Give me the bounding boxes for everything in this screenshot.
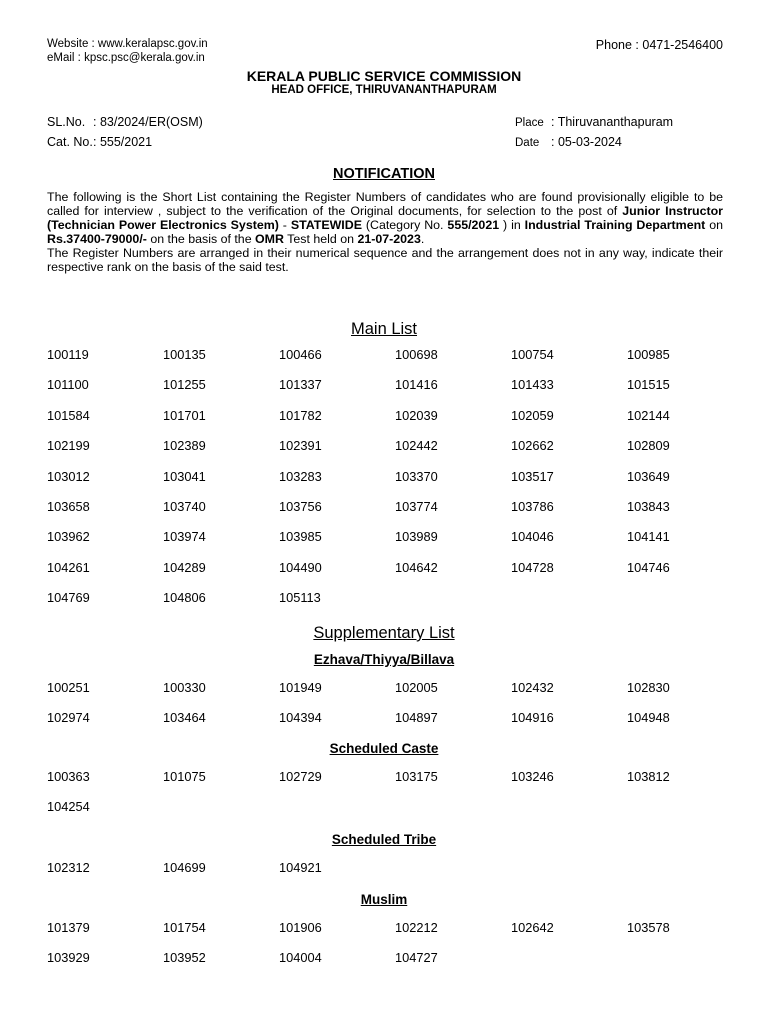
register-number: 104141 <box>627 529 670 545</box>
register-number: 102809 <box>627 438 670 454</box>
register-number: 103952 <box>163 950 206 966</box>
register-number: 104948 <box>627 710 670 726</box>
register-number: 104004 <box>279 950 322 966</box>
register-number: 102005 <box>395 680 438 695</box>
register-number: 102144 <box>627 407 670 423</box>
register-row <box>47 799 747 829</box>
register-number: 102391 <box>279 438 322 454</box>
cat-no-value: : 555/2021 <box>93 135 153 149</box>
register-number: 102389 <box>163 438 206 454</box>
register-number: 100363 <box>47 769 90 784</box>
text-segment: Test held on <box>283 232 358 246</box>
text-segment: The following is the Short List containing the Register Numbers of candidates who are found provisionally eligible to be called for interview , subject to the verification of the Original documents, for selection to the post of <box>47 190 723 218</box>
register-number: 102662 <box>511 438 554 454</box>
register-row <box>47 920 747 950</box>
supplementary-list-title: Supplementary List <box>313 624 455 642</box>
register-number: 101075 <box>163 769 206 784</box>
register-row <box>47 347 747 377</box>
register-row <box>47 590 747 620</box>
register-number: 100251 <box>47 680 90 695</box>
register-number: 104806 <box>163 590 206 606</box>
register-number: 102039 <box>395 407 438 423</box>
register-number: 102212 <box>395 920 438 935</box>
register-number: 101949 <box>279 680 322 695</box>
place <box>515 115 673 129</box>
register-number: 103175 <box>395 769 438 784</box>
muslim-grid <box>47 920 747 981</box>
register-number: 103012 <box>47 468 90 484</box>
register-number: 103517 <box>511 468 554 484</box>
text-segment: (Category No. <box>361 218 448 232</box>
register-number: 104728 <box>511 559 554 575</box>
register-number: 102432 <box>511 680 554 695</box>
register-number: 102830 <box>627 680 670 695</box>
register-number: 100985 <box>627 347 670 362</box>
scheduled-tribe-grid <box>47 860 747 890</box>
register-number: 101379 <box>47 920 90 935</box>
date <box>515 135 622 149</box>
main-list-title: Main List <box>350 320 418 338</box>
pay-scale: Rs.37400-79000/- <box>47 232 147 246</box>
register-number: 102059 <box>511 407 554 423</box>
register-row <box>47 438 747 468</box>
register-number: 101433 <box>511 377 554 393</box>
register-number: 100135 <box>163 347 206 362</box>
register-number: 101701 <box>163 407 206 423</box>
register-row <box>47 710 747 740</box>
scheduled-caste-grid <box>47 769 747 830</box>
register-number: 103812 <box>627 769 670 784</box>
register-number: 104727 <box>395 950 438 966</box>
text-segment: on <box>705 218 723 232</box>
register-number: 100698 <box>395 347 438 362</box>
text-segment: ) in <box>499 218 525 232</box>
register-number: 100330 <box>163 680 206 695</box>
notification-body <box>47 190 723 274</box>
register-number: 105113 <box>279 590 321 606</box>
register-row <box>47 529 747 559</box>
post-name: Junior Instructor (Technician Power Electronics System) <box>47 204 723 232</box>
website-text: Website : www.keralapsc.gov.in <box>47 38 208 50</box>
department-name: Industrial Training Department <box>524 218 706 232</box>
register-number: 101584 <box>47 407 90 423</box>
register-number: 101337 <box>279 377 322 393</box>
register-number: 101906 <box>279 920 322 935</box>
register-row <box>47 377 747 407</box>
date-value: : 05-03-2024 <box>551 135 622 149</box>
register-number: 101754 <box>163 920 206 935</box>
register-number: 100119 <box>47 347 89 362</box>
office-subtitle: HEAD OFFICE, THIRUVANANTHAPURAM <box>271 84 497 96</box>
scheduled-caste-title: Scheduled Caste <box>329 741 439 756</box>
text-segment: - <box>278 218 291 232</box>
notification-paragraph-1 <box>47 190 723 246</box>
register-row <box>47 680 747 710</box>
register-number: 101515 <box>627 377 670 393</box>
register-number: 103756 <box>279 498 322 514</box>
register-number: 100466 <box>279 347 322 362</box>
register-row <box>47 769 747 799</box>
register-row <box>47 860 747 890</box>
notification-paragraph-2: The Register Numbers are arranged in their numerical sequence and the arrangement does not in any way, indicate their respective rank on the basis of the said test. <box>47 246 723 274</box>
register-row <box>47 499 747 529</box>
register-number: 104261 <box>47 559 90 575</box>
register-number: 103464 <box>163 710 206 726</box>
email-text: eMail : kpsc.psc@kerala.gov.in <box>47 52 205 64</box>
register-number: 101416 <box>395 377 438 393</box>
muslim-title: Muslim <box>360 892 408 907</box>
register-number: 103283 <box>279 468 322 484</box>
sl-no-value: : 83/2024/ER(OSM) <box>93 115 203 129</box>
statewide-label: STATEWIDE <box>290 218 362 232</box>
register-number: 103740 <box>163 498 206 514</box>
register-number: 102642 <box>511 920 554 935</box>
register-number: 103649 <box>627 468 670 484</box>
register-number: 101255 <box>163 377 206 393</box>
register-number: 103370 <box>395 468 438 484</box>
date-label: Date <box>515 137 540 149</box>
phone-text: Phone : 0471-2546400 <box>595 38 723 52</box>
register-number: 102442 <box>395 438 438 454</box>
register-number: 104490 <box>279 559 322 575</box>
register-row <box>47 560 747 590</box>
register-number: 104699 <box>163 860 206 875</box>
place-label: Place <box>515 117 544 129</box>
register-number: 103929 <box>47 950 90 966</box>
omr-label: OMR <box>255 232 284 246</box>
register-number: 103989 <box>395 529 438 545</box>
text-segment: on the basis of the <box>146 232 256 246</box>
register-number: 104916 <box>511 710 554 726</box>
register-number: 101782 <box>279 407 322 423</box>
register-number: 104046 <box>511 529 554 545</box>
ezhava-title: Ezhava/Thiyya/Billava <box>313 652 455 667</box>
register-number: 104289 <box>163 559 206 575</box>
register-number: 104254 <box>47 799 90 815</box>
notification-title: NOTIFICATION <box>332 166 436 182</box>
register-row <box>47 950 747 980</box>
register-number: 102312 <box>47 860 90 875</box>
cat-no <box>47 135 152 149</box>
commission-title: KERALA PUBLIC SERVICE COMMISSION <box>246 68 522 84</box>
register-number: 103246 <box>511 769 554 784</box>
register-number: 104921 <box>279 860 322 875</box>
register-number: 103774 <box>395 498 438 514</box>
register-number: 103578 <box>627 920 670 935</box>
sl-no <box>47 115 203 129</box>
main-list-grid <box>47 347 747 621</box>
register-number: 103786 <box>511 498 554 514</box>
register-number: 102729 <box>279 769 322 784</box>
register-number: 103985 <box>279 529 322 545</box>
register-number: 103974 <box>163 529 206 545</box>
ezhava-grid <box>47 680 747 741</box>
category-number: 555/2021 <box>447 218 500 232</box>
cat-no-label: Cat. No. <box>47 135 93 149</box>
register-number: 104769 <box>47 590 90 606</box>
test-date: 21-07-2023 <box>357 232 421 246</box>
text-segment: . <box>420 232 425 246</box>
scheduled-tribe-title: Scheduled Tribe <box>331 832 437 847</box>
register-number: 104746 <box>627 559 670 575</box>
register-number: 102974 <box>47 710 90 726</box>
register-number: 102199 <box>47 438 90 454</box>
register-number: 104394 <box>279 710 322 726</box>
register-number: 104642 <box>395 559 438 575</box>
register-number: 103962 <box>47 529 90 545</box>
register-number: 100754 <box>511 347 554 362</box>
register-number: 103041 <box>163 468 206 484</box>
register-number: 103843 <box>627 498 670 514</box>
register-number: 101100 <box>47 377 89 393</box>
place-value: : Thiruvananthapuram <box>551 115 674 129</box>
sl-no-label: SL.No. <box>47 115 86 129</box>
register-number: 104897 <box>395 710 438 726</box>
register-row <box>47 469 747 499</box>
register-number: 103658 <box>47 498 90 514</box>
register-row <box>47 408 747 438</box>
